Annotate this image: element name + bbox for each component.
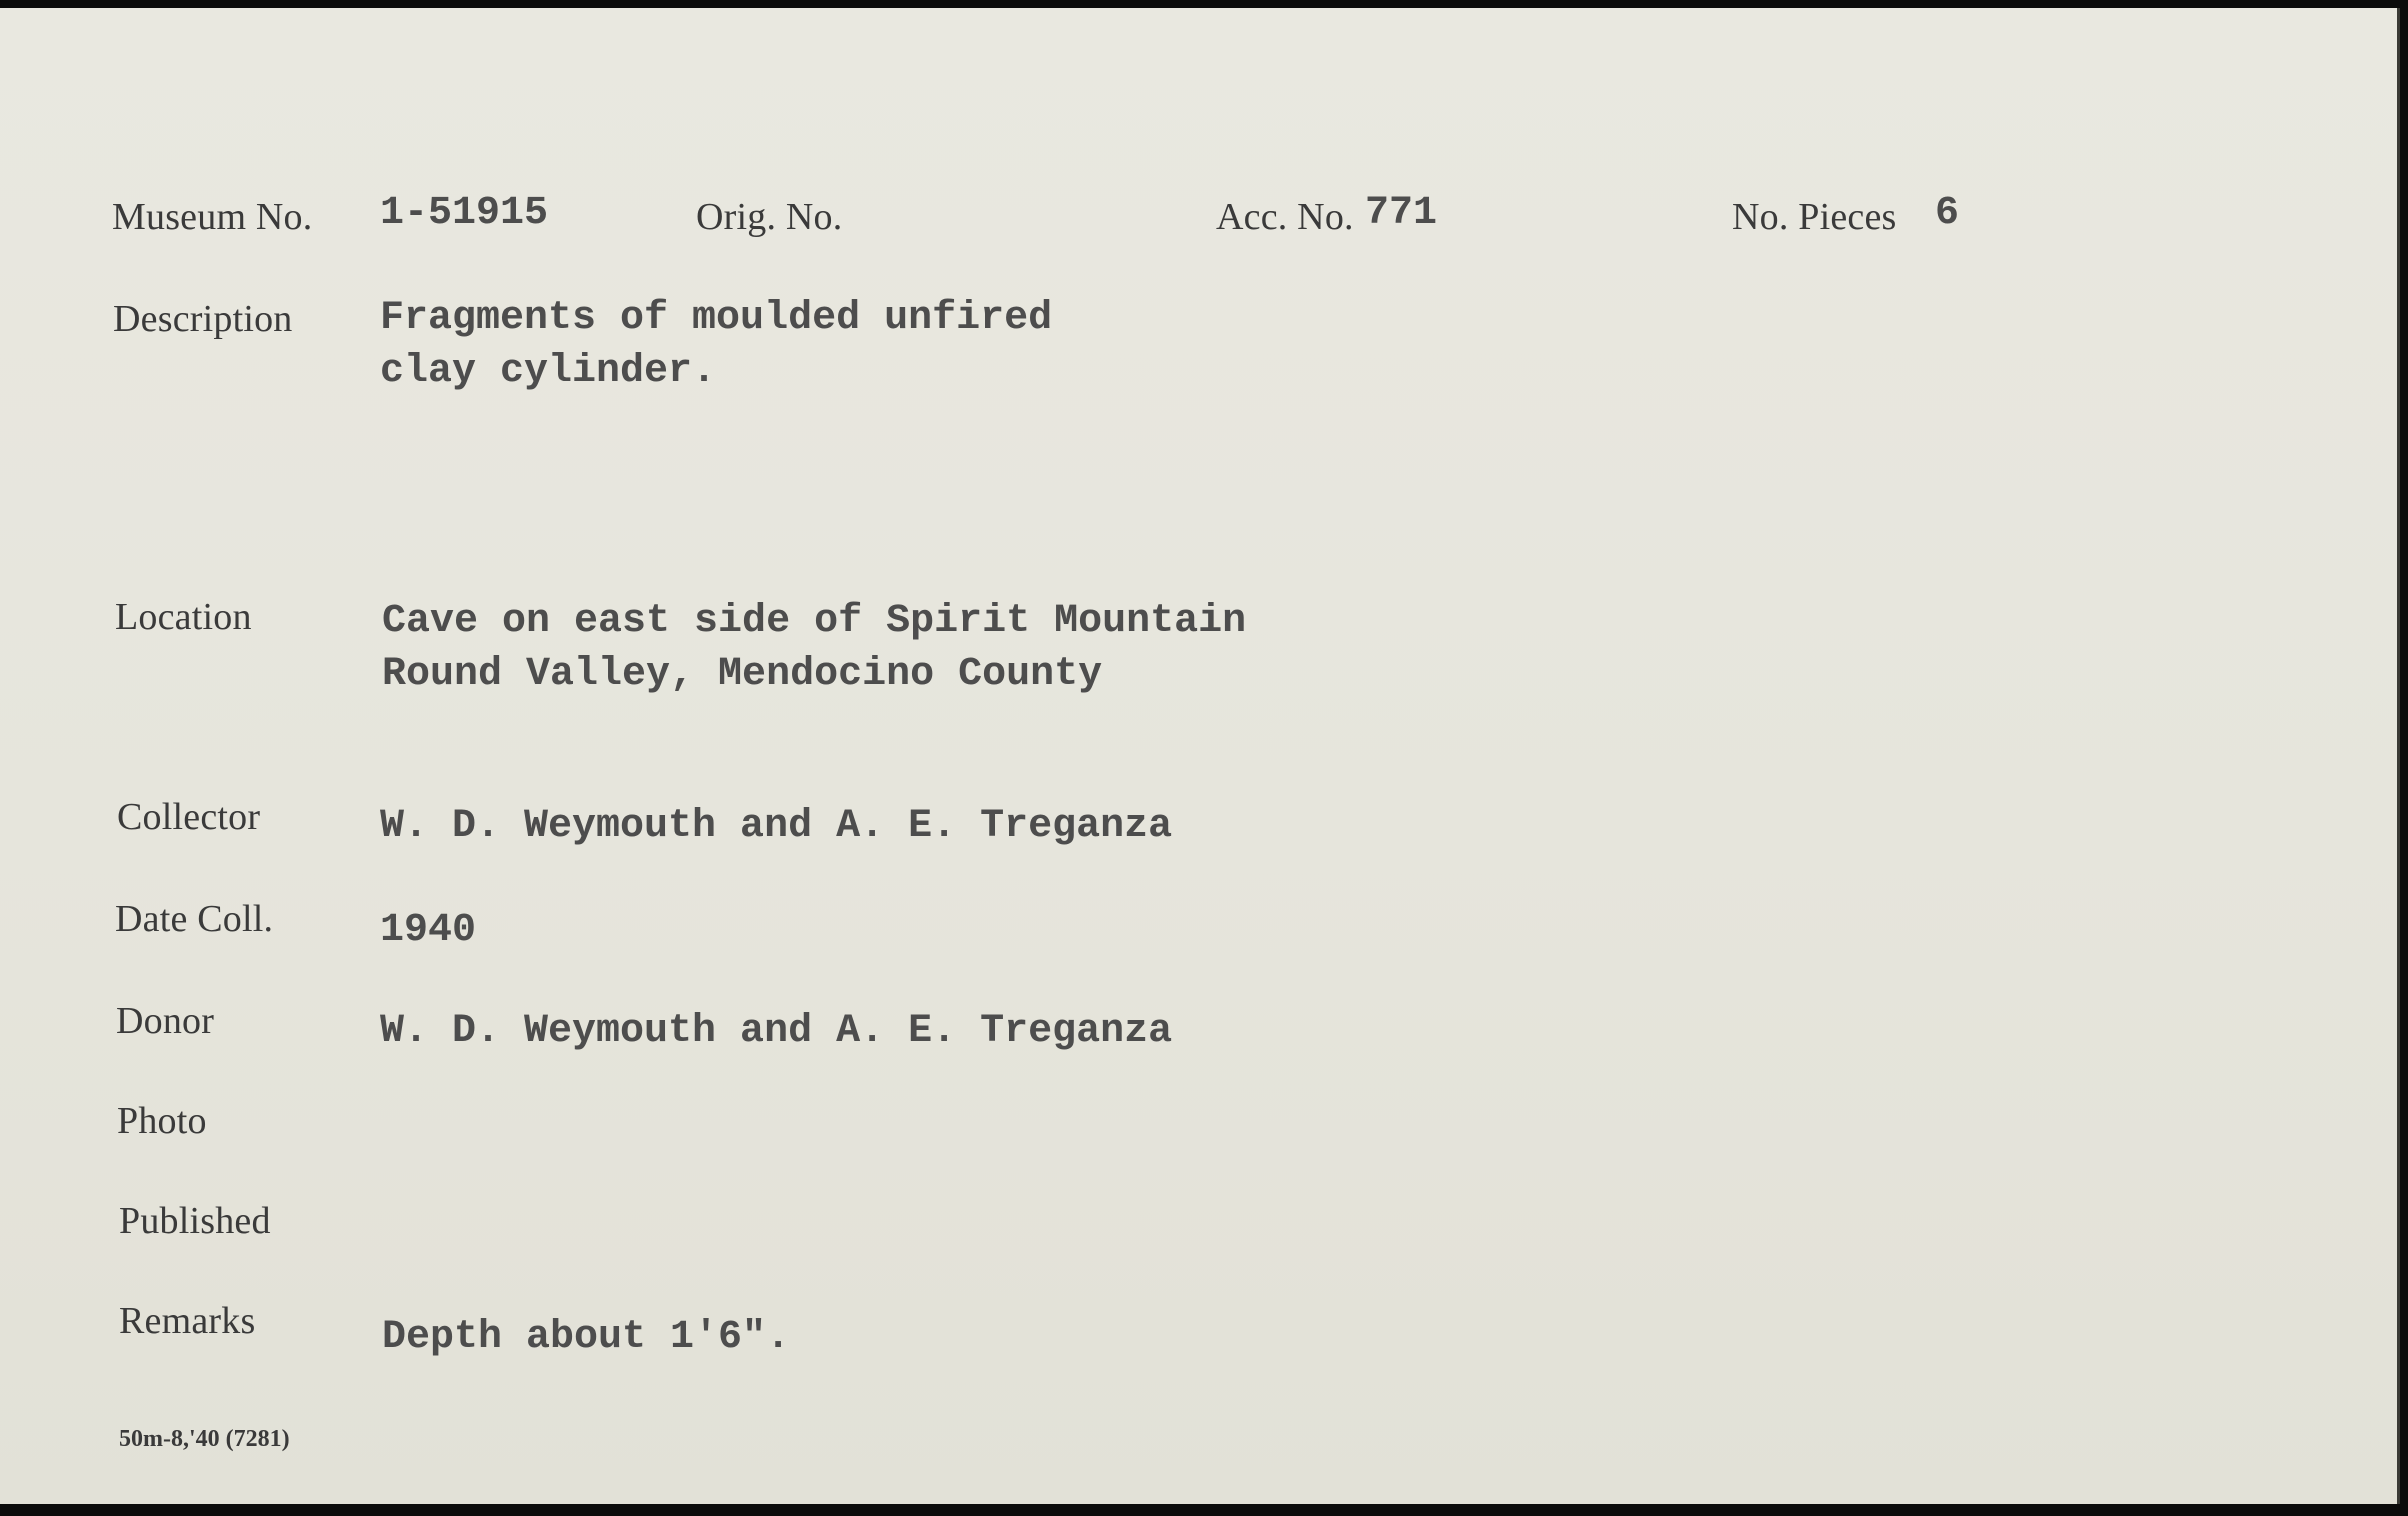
orig-no-label: Orig. No. [696,196,843,238]
donor-label: Donor [116,1000,215,1042]
photo-label: Photo [117,1100,207,1142]
collector-value: W. D. Weymouth and A. E. Treganza [380,804,1173,849]
museum-no-label: Museum No. [112,196,313,238]
remarks-label: Remarks [119,1300,256,1342]
form-code: 50m-8,'40 (7281) [119,1426,290,1452]
date-coll-value: 1940 [380,908,477,953]
location-value: Cave on east side of Spirit Mountain Round Valley, Mendocino County [382,599,1247,697]
catalog-card [0,8,2400,1504]
published-label: Published [119,1200,271,1242]
acc-no-value: 771 [1365,191,1438,236]
acc-no-label: Acc. No. [1216,196,1354,238]
remarks-value: Depth about 1'6". [382,1315,791,1360]
description-value: Fragments of moulded unfired clay cylinder. [380,296,1053,394]
date-coll-label: Date Coll. [115,898,274,940]
description-label: Description [113,298,293,340]
no-pieces-value: 6 [1935,191,1960,236]
museum-no-value: 1-51915 [380,191,549,236]
collector-label: Collector [117,796,261,838]
donor-value: W. D. Weymouth and A. E. Treganza [380,1009,1173,1054]
location-label: Location [115,596,252,638]
no-pieces-label: No. Pieces [1732,196,1897,238]
